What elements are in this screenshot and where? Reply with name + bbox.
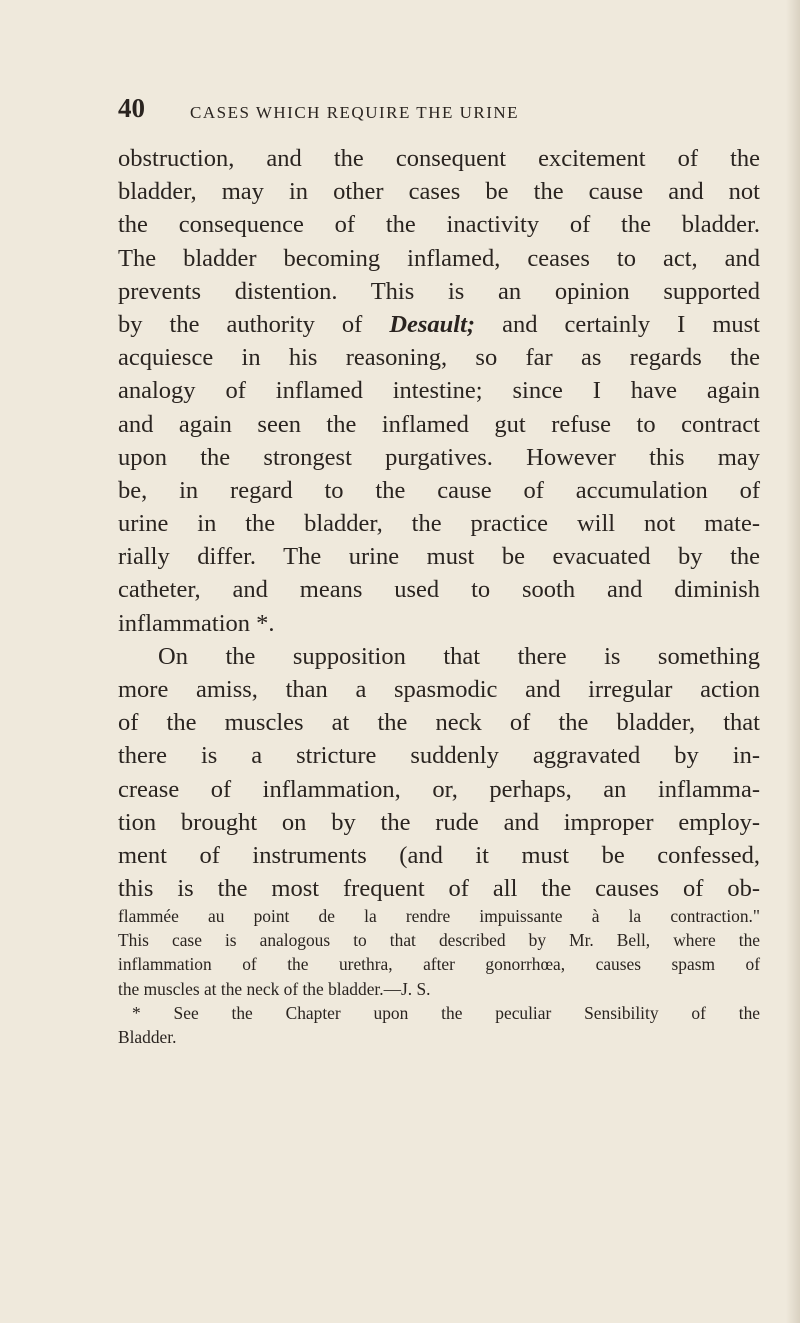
footnote-line: the muscles at the neck of the bladder.—J. S. — [118, 978, 431, 999]
page-edge — [786, 0, 800, 1323]
footnote-line: flammée au point de la rendre impuissante à la contraction." — [118, 906, 760, 926]
body-line: this is the most frequent of all the causes of ob- — [118, 875, 760, 903]
body-line: there is a stricture suddenly aggravated by in- — [118, 742, 760, 770]
footnotes — [118, 904, 760, 1049]
footnote-line: Bladder. — [118, 1026, 177, 1047]
author-name-italic: Desault; — [389, 310, 476, 338]
body-line: crease of inflammation, or, perhaps, an inflamma- — [118, 775, 760, 803]
body-line: ment of instruments (and it must be confessed, — [118, 841, 760, 869]
body-line: catheter, and means used to sooth and diminish — [118, 576, 760, 604]
footnote-line: inflammation of the urethra, after gonorrhœa, causes spasm of — [118, 954, 760, 975]
body-line: prevents distention. This is an opinion supported — [118, 277, 760, 305]
body-line-desault — [118, 308, 760, 341]
body-line: obstruction, and the consequent excitement of the — [118, 145, 760, 172]
body-line: urine in the bladder, the practice will not mate- — [118, 510, 760, 538]
body-line: analogy of inflamed intestine; since I have again — [118, 377, 760, 405]
body-line: and again seen the inflamed gut refuse to contract — [118, 410, 760, 438]
body-line-end: and certainly I must — [475, 310, 760, 338]
body-line: more amiss, than a spasmodic and irregular action — [118, 676, 760, 703]
body-line: the consequence of the inactivity of the bladder. — [118, 211, 760, 239]
body-text — [118, 142, 760, 905]
body-line: acquiesce in his reasoning, so far as regards the — [118, 344, 760, 372]
body-line: bladder, may in other cases be the cause and not — [118, 178, 760, 206]
body-line: The bladder becoming inflamed, ceases to act, and — [118, 244, 760, 272]
page-header — [118, 93, 758, 133]
body-line: be, in regard to the cause of accumulation of — [118, 476, 760, 504]
body-line: tion brought on by the rude and improper employ- — [118, 808, 760, 836]
body-line: of the muscles at the neck of the bladder, that — [118, 709, 760, 737]
footnote-line: * See the Chapter upon the peculiar Sensibility of the — [132, 1002, 760, 1023]
page-number: 40 — [118, 93, 145, 123]
body-line: rially differ. The urine must be evacuated by the — [118, 543, 760, 571]
body-line: inflammation *. — [118, 609, 275, 637]
footnote-line: This case is analogous to that described by Mr. Bell, where the — [118, 930, 760, 951]
body-line-start: by the authority of — [118, 310, 390, 338]
running-head: CASES WHICH REQUIRE THE URINE — [190, 103, 520, 122]
body-line: upon the strongest purgatives. However this may — [118, 443, 760, 471]
body-line: On the supposition that there is something — [158, 642, 760, 670]
